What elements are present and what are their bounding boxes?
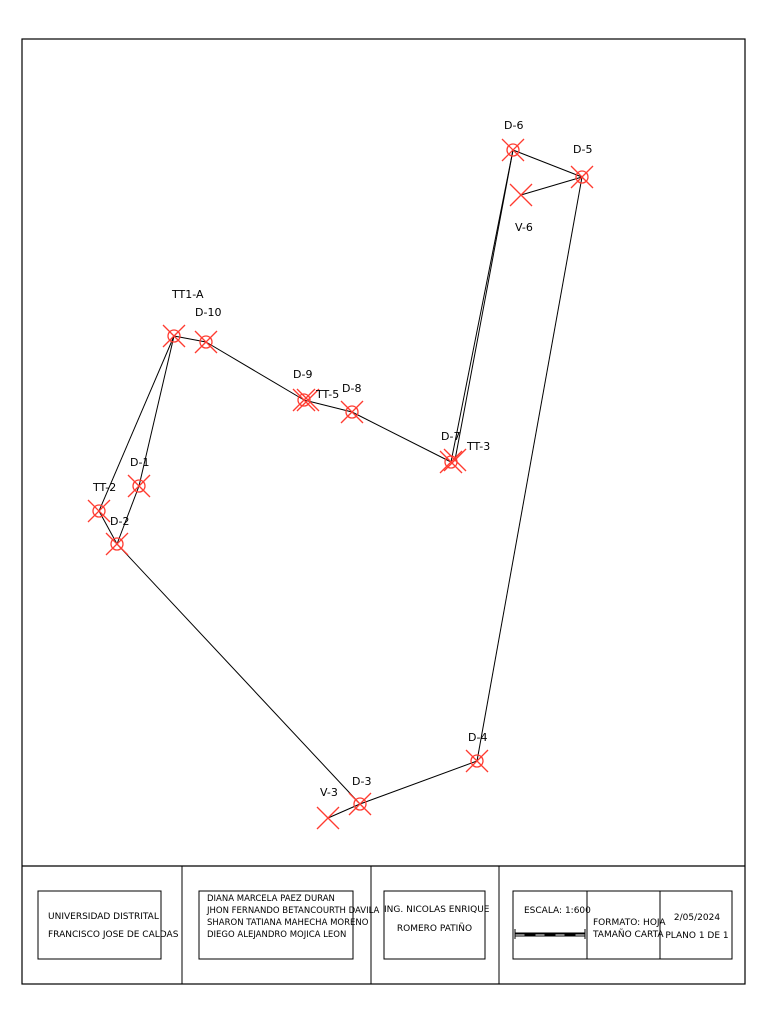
author-2: JHON FERNANDO BETANCOURTH DAVILA <box>207 906 380 916</box>
station-marker-d-8[interactable] <box>341 401 363 423</box>
station-label-d-3: D-3 <box>352 775 372 788</box>
station-label-tt1-a: TT1-A <box>172 288 204 301</box>
institution-line-1: UNIVERSIDAD DISTRITAL <box>48 912 159 922</box>
station-label-tt-5: TT-5 <box>316 388 340 401</box>
institution-line-2: FRANCISCO JOSE DE CALDAS <box>48 930 179 940</box>
author-3: SHARON TATIANA MAHECHA MORENO <box>207 918 369 928</box>
station-labels <box>92 119 592 799</box>
author-4: DIEGO ALEJANDRO MOJICA LEON <box>207 930 347 940</box>
station-label-d-5: D-5 <box>573 143 593 156</box>
station-marker-d-4[interactable] <box>466 750 488 772</box>
station-label-d-8: D-8 <box>342 382 362 395</box>
station-marker-v-3[interactable] <box>317 807 339 829</box>
station-label-d-4: D-4 <box>468 731 488 744</box>
station-label-d-6: D-6 <box>504 119 524 132</box>
station-label-d-7: D-7 <box>441 430 461 443</box>
format-line-1: FORMATO: HOJA <box>593 918 666 928</box>
station-label-tt-3: TT-3 <box>467 440 491 453</box>
sheet-number: PLANO 1 DE 1 <box>665 931 729 941</box>
station-marker-d-6[interactable] <box>502 139 524 161</box>
scale-text: ESCALA: 1:600 <box>524 906 591 916</box>
station-label-d-10: D-10 <box>195 306 222 319</box>
station-marker-d-3[interactable] <box>349 793 371 815</box>
station-marker-d-9[interactable] <box>293 389 315 411</box>
traverse-segment-d-6-tt-3 <box>455 150 513 460</box>
station-label-tt-2: TT-2 <box>93 481 117 494</box>
traverse-segment-d-8-d-7 <box>352 412 451 462</box>
traverse-lines <box>99 150 582 818</box>
traverse-segment-d-3-d-2 <box>117 544 360 804</box>
author-1: DIANA MARCELA PAEZ DURAN <box>207 894 335 904</box>
format-line-2: TAMAÑO CARTA <box>593 930 664 940</box>
station-marker-d-1[interactable] <box>128 475 150 497</box>
station-marker-d-7[interactable] <box>440 451 462 473</box>
professor-line-1: ING. NICOLAS ENRIQUE <box>384 905 490 915</box>
date-text: 2/05/2024 <box>673 913 721 923</box>
traverse-segment-d-9-d-8 <box>304 400 352 412</box>
traverse-segment-d-7-d-6 <box>451 150 513 462</box>
station-marker-tt-2[interactable] <box>88 500 110 522</box>
station-label-d-9: D-9 <box>293 368 313 381</box>
traverse-segment-d-6-d-5 <box>513 150 582 177</box>
drawing-frame <box>22 39 745 984</box>
station-label-d-2: D-2 <box>110 515 130 528</box>
traverse-segment-d-3-v-3 <box>328 804 360 818</box>
station-marker-d-10[interactable] <box>195 331 217 353</box>
station-label-d-1: D-1 <box>130 456 150 469</box>
graphic-scale-bar <box>515 929 585 939</box>
traverse-segment-d-4-d-3 <box>360 761 477 804</box>
station-marker-d-2[interactable] <box>106 533 128 555</box>
station-label-v-6: V-6 <box>515 221 533 234</box>
station-marker-d-5[interactable] <box>571 166 593 188</box>
traverse-segment-d-10-d-9 <box>206 342 304 400</box>
station-label-v-3: V-3 <box>320 786 338 799</box>
station-markers <box>88 139 593 829</box>
station-marker-tt1-a[interactable] <box>163 325 185 347</box>
professor-line-2: ROMERO PATIÑO <box>396 924 473 934</box>
station-marker-v-6[interactable] <box>510 184 532 206</box>
traverse-segment-d-5-d-4 <box>477 177 582 761</box>
